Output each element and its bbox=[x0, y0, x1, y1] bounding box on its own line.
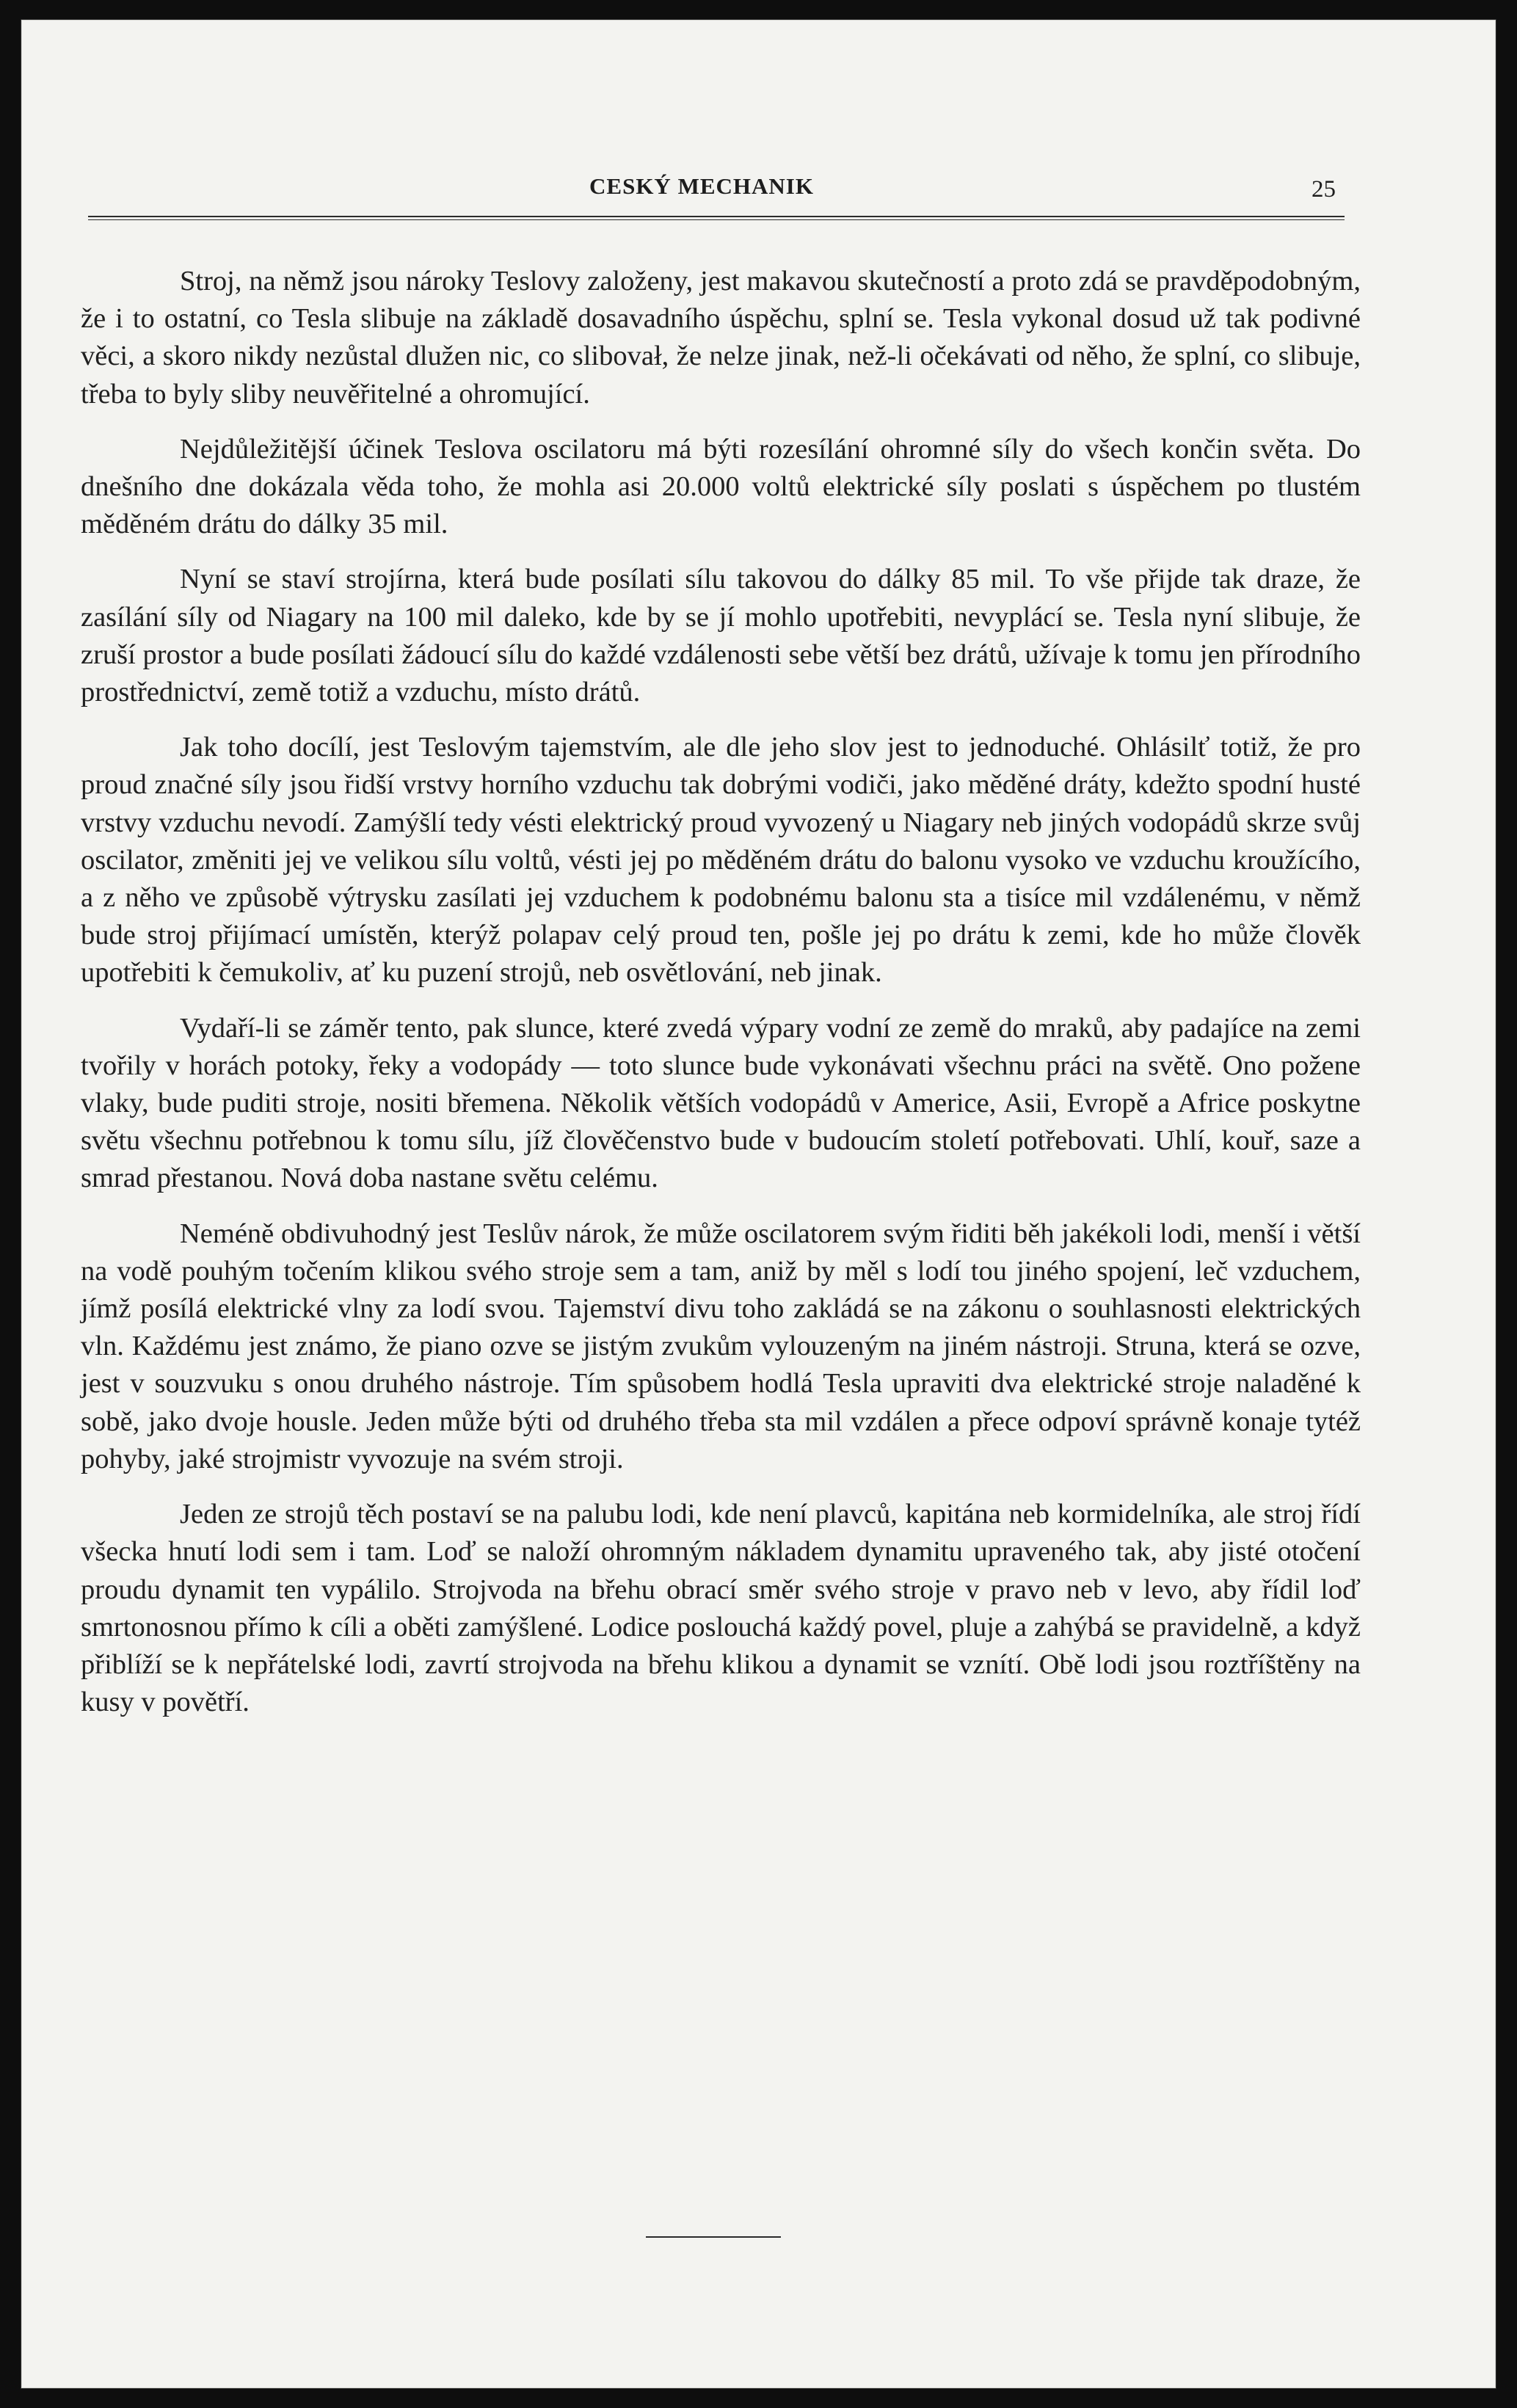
paragraph: Vydaří-li se záměr tento, pak slunce, které zvedá výpary vodní ze země do mraků, aby padajíce na zemi tvořily v horách potoky, řeky a vodopády — toto slunce bude vykonávati všechnu práci na světě. Ono požene vlaky, bude puditi stroje, nositi břemena. Několik větších vodopádů v Americe, Asii, Evropě a Africe poskytne světu všechnu potřebnou k tomu sílu, jíž člověčenstvo bude v budoucím století potřebovati. Uhlí, kouř, saze a smrad přestanou. Nová doba nastane světu celému. bbox=[81, 1012, 1361, 1194]
page-header bbox=[79, 173, 1336, 210]
section-end-rule bbox=[646, 2236, 781, 2238]
article-body bbox=[81, 263, 1361, 1739]
paragraph: Nejdůležitější účinek Teslova oscilatoru má býti rozesílání ohromné síly do všech končin světa. Do dnešního dne dokázala věda toho, že mohla asi 20.000 voltů elektrické síly poslati s úspěchem po tlustém měděném drátu do dálky 35 mil. bbox=[81, 433, 1361, 540]
paragraph: Jak toho docílí, jest Teslovým tajemstvím, ale dle jeho slov jest to jednoduché. Ohlásilť totiž, že pro proud značné síly jsou řidší vrstvy horního vzduchu tak dobrými vodiči, jako měděné dráty, kdežto spodní husté vrstvy vzduchu nevodí. Zamýšlí tedy vésti elektrický proud vyvozený u Niagary neb jiných vodopádů skrze svůj oscilator, změniti jej ve velikou sílu voltů, vésti jej po měděném drátu do balonu vysoko ve vzduchu kroužícího, a z něho ve způsobě výtrysku zasílati jej vzduchem k podobnému balonu sta a tisíce mil vzdálenému, v němž bude stroj přijímací umístěn, kterýž polapav celý proud ten, pošle jej po drátu k zemi, kde ho může člověk upotřebiti k čemukoliv, ať ku puzení strojů, neb osvětlování, neb jinak. bbox=[81, 732, 1361, 989]
paragraph: Nyní se staví strojírna, která bude posílati sílu takovou do dálky 85 mil. To vše přijde tak draze, že zasílání síly od Niagary na 100 mil daleko, kde by se jí mohlo upotřebiti, nevyplácí se. Tesla nyní slibuje, že zruší prostor a bude posílati žádoucí sílu do každé vzdálenosti sebe větší bez drátů, užívaje k tomu jen přírodního prostřednictví, země totiž a vzduchu, místo drátů. bbox=[81, 564, 1361, 708]
paragraph: Jeden ze strojů těch postaví se na palubu lodi, kde není plavců, kapitána neb kormidelníka, ale stroj řídí všecka hnutí lodi sem i tam. Loď se naloží ohromným nákladem dynamitu upraveného tak, aby jisté otočení proudu dynamit ten vypálilo. Strojvoda na břehu obrací směr svého stroje v pravo neb v levo, aby řídil loď smrtonosnou přímo k cíli a oběti zamýšlené. Lodice poslouchá každý povel, pluje a zahýbá se pravidelně, a když přiblíží se k nepřátelské lodi, zavrtí strojvoda na břehu klikou a dynamit se vznítí. Obě lodi jsou roztříštěny na kusy v povětří. bbox=[81, 1499, 1361, 1718]
header-rule bbox=[88, 216, 1345, 220]
paragraph: Neméně obdivuhodný jest Teslův nárok, že může oscilatorem svým řiditi běh jakékoli lodi, menší i větší na vodě pouhým točením klikou svého stroje sem a tam, aniž by měl s lodí tou jiného spojení, leč vzduchem, jímž posílá elektrické vlny za lodí svou. Tajemství divu toho zakládá se na zákonu o souhlasnosti elektrických vln. Každému jest známo, že piano ozve se jistým zvukům vylouzeným na jiném nástroji. Struna, která se ozve, jest v souzvuku s onou druhého nástroje. Tím spůsobem hodlá Tesla upraviti dva elektrické stroje naladěné k sobě, jako dvoje housle. Jeden může býti od druhého třeba sta mil vzdálen a přece odpoví správně konaje tytéž pohyby, jaké strojmistr vyvozuje na svém stroji. bbox=[81, 1218, 1361, 1474]
page-number: 25 bbox=[1312, 176, 1336, 203]
running-title: CESKÝ MECHANIK bbox=[589, 173, 814, 199]
paragraph: Stroj, na němž jsou nároky Teslovy založeny, jest makavou skutečností a proto zdá se pravděpodobným, že i to ostatní, co Tesla slibuje na základě dosavadního úspěchu, splní se. Tesla vykonal dosud už tak podivné věci, a skoro nikdy nezůstal dlužen nic, co slibovał, že nelze jinak, než-li očekávati od něho, že splní, co slibuje, třeba to byly sliby neuvěřitelné a ohromující. bbox=[81, 266, 1361, 410]
